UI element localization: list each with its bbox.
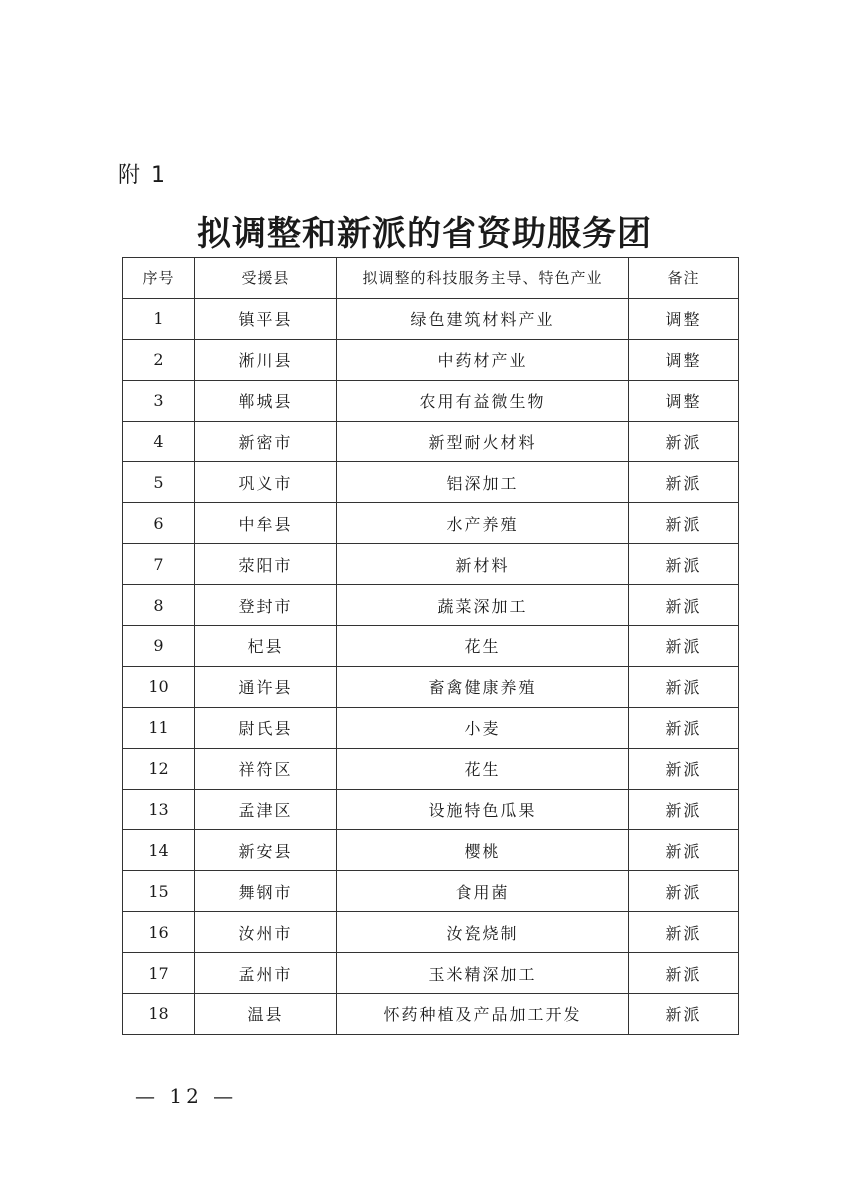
- row-industry: 畜禽健康养殖: [337, 666, 629, 707]
- service-team-table: [122, 257, 739, 1035]
- row-index: 16: [123, 912, 195, 953]
- row-county: 孟津区: [195, 789, 337, 830]
- row-county: 杞县: [195, 626, 337, 667]
- row-index: 1: [123, 298, 195, 339]
- row-county: 新安县: [195, 830, 337, 871]
- row-remark: 新派: [629, 544, 739, 585]
- row-county: 荥阳市: [195, 544, 337, 585]
- row-remark: 新派: [629, 421, 739, 462]
- row-industry: 食用菌: [337, 871, 629, 912]
- row-index: 12: [123, 748, 195, 789]
- row-index: 9: [123, 626, 195, 667]
- row-remark: 新派: [629, 912, 739, 953]
- row-index: 3: [123, 380, 195, 421]
- row-remark: 新派: [629, 953, 739, 994]
- table-row: [123, 748, 739, 789]
- row-industry: 汝瓷烧制: [337, 912, 629, 953]
- table-row: [123, 339, 739, 380]
- row-industry: 绿色建筑材料产业: [337, 298, 629, 339]
- row-industry: 水产养殖: [337, 503, 629, 544]
- row-county: 祥符区: [195, 748, 337, 789]
- table-row: [123, 626, 739, 667]
- table-row: [123, 666, 739, 707]
- table-row: [123, 380, 739, 421]
- row-remark: 调整: [629, 339, 739, 380]
- row-remark: 新派: [629, 585, 739, 626]
- table-row: [123, 830, 739, 871]
- table-row: [123, 953, 739, 994]
- row-remark: 新派: [629, 626, 739, 667]
- table-row: [123, 421, 739, 462]
- row-industry: 小麦: [337, 707, 629, 748]
- row-industry: 铝深加工: [337, 462, 629, 503]
- table-row: [123, 585, 739, 626]
- table-row: [123, 707, 739, 748]
- document-title: 拟调整和新派的省资助服务团: [197, 214, 652, 254]
- row-county: 汝州市: [195, 912, 337, 953]
- row-county: 郸城县: [195, 380, 337, 421]
- table-row: [123, 298, 739, 339]
- row-county: 尉氏县: [195, 707, 337, 748]
- row-remark: 新派: [629, 748, 739, 789]
- row-industry: 新材料: [337, 544, 629, 585]
- row-remark: 调整: [629, 298, 739, 339]
- table-row: [123, 789, 739, 830]
- row-industry: 玉米精深加工: [337, 953, 629, 994]
- row-index: 4: [123, 421, 195, 462]
- row-index: 13: [123, 789, 195, 830]
- row-index: 7: [123, 544, 195, 585]
- row-index: 6: [123, 503, 195, 544]
- header-index: 序号: [123, 258, 195, 299]
- row-county: 镇平县: [195, 298, 337, 339]
- row-county: 新密市: [195, 421, 337, 462]
- row-county: 登封市: [195, 585, 337, 626]
- row-industry: 花生: [337, 626, 629, 667]
- table-row: [123, 503, 739, 544]
- row-industry: 蔬菜深加工: [337, 585, 629, 626]
- header-county: 受援县: [195, 258, 337, 299]
- row-county: 巩义市: [195, 462, 337, 503]
- row-industry: 农用有益微生物: [337, 380, 629, 421]
- row-remark: 新派: [629, 462, 739, 503]
- header-remark: 备注: [629, 258, 739, 299]
- row-county: 温县: [195, 994, 337, 1035]
- row-county: 淅川县: [195, 339, 337, 380]
- table-body: [123, 298, 739, 1034]
- table-row: [123, 994, 739, 1035]
- row-index: 2: [123, 339, 195, 380]
- row-remark: 调整: [629, 380, 739, 421]
- row-county: 中牟县: [195, 503, 337, 544]
- table-row: [123, 871, 739, 912]
- row-remark: 新派: [629, 830, 739, 871]
- row-remark: 新派: [629, 666, 739, 707]
- row-industry: 中药材产业: [337, 339, 629, 380]
- row-remark: 新派: [629, 707, 739, 748]
- row-index: 10: [123, 666, 195, 707]
- row-remark: 新派: [629, 871, 739, 912]
- row-county: 舞钢市: [195, 871, 337, 912]
- row-industry: 怀药种植及产品加工开发: [337, 994, 629, 1035]
- row-remark: 新派: [629, 994, 739, 1035]
- row-remark: 新派: [629, 789, 739, 830]
- row-industry: 新型耐火材料: [337, 421, 629, 462]
- row-industry: 樱桃: [337, 830, 629, 871]
- row-county: 孟州市: [195, 953, 337, 994]
- row-index: 8: [123, 585, 195, 626]
- row-index: 5: [123, 462, 195, 503]
- row-index: 15: [123, 871, 195, 912]
- row-county: 通许县: [195, 666, 337, 707]
- attachment-label: 附 1: [118, 163, 167, 188]
- table-row: [123, 544, 739, 585]
- page-number: — 12 —: [135, 1084, 238, 1108]
- table-row: [123, 462, 739, 503]
- table-row: [123, 912, 739, 953]
- row-industry: 花生: [337, 748, 629, 789]
- table-header-row: [123, 258, 739, 299]
- row-remark: 新派: [629, 503, 739, 544]
- row-index: 11: [123, 707, 195, 748]
- row-index: 14: [123, 830, 195, 871]
- header-industry: 拟调整的科技服务主导、特色产业: [337, 258, 629, 299]
- row-industry: 设施特色瓜果: [337, 789, 629, 830]
- row-index: 17: [123, 953, 195, 994]
- row-index: 18: [123, 994, 195, 1035]
